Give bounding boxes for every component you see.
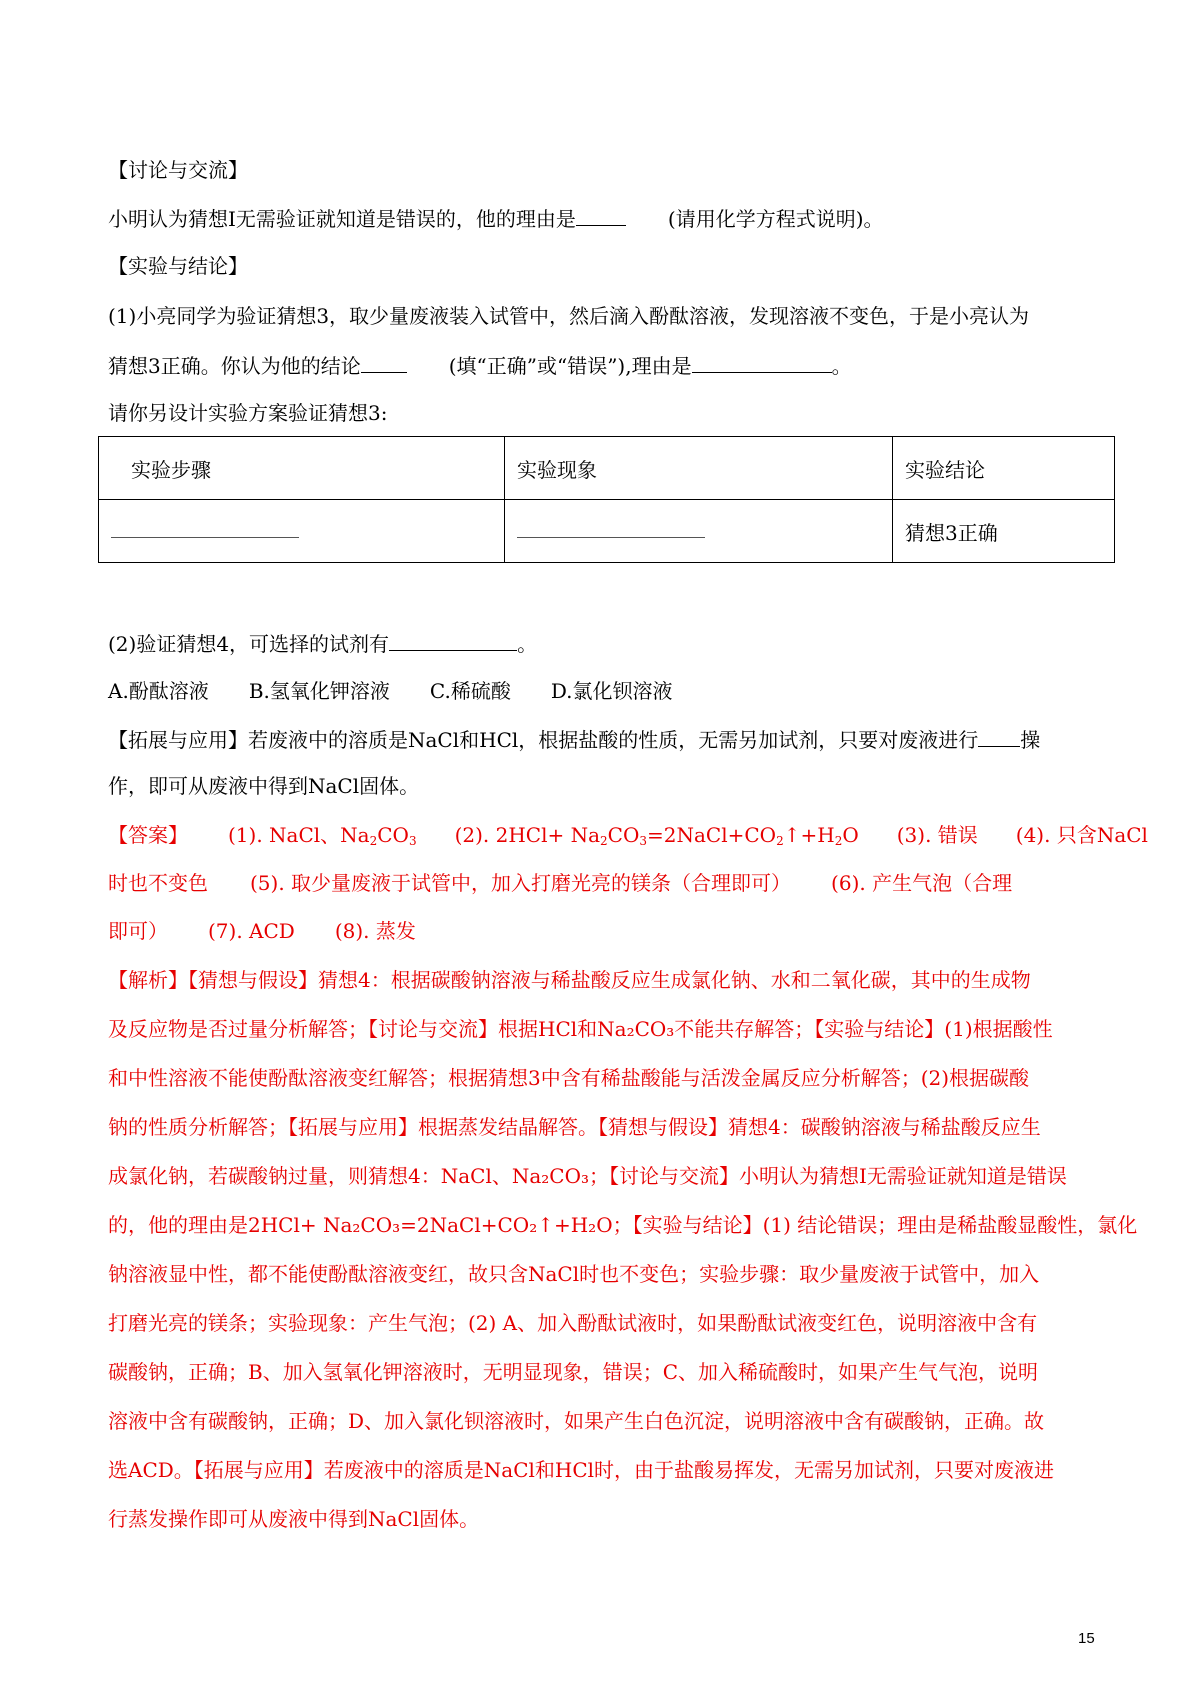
extension-text: 【拓展与应用】若废液中的溶质是NaCl和HCl，根据盐酸的性质，无需另加试剂，只要对废液进行 — [108, 728, 979, 752]
answer-label: 【答案】 — [108, 823, 188, 847]
header-conclusion: 实验结论 — [893, 437, 1115, 500]
answer-4-cont: 时也不变色 — [108, 871, 208, 895]
answer-blank[interactable] — [692, 354, 832, 373]
analysis-line: 及反应物是否过量分析解答；【讨论与交流】根据HCl和Na₂CO₃不能共存解答；【实验与结论】(1)根据酸性 — [108, 1017, 1053, 1041]
analysis-line: 溶液中含有碳酸钠，正确；D、加入氯化钡溶液时，如果产生白色沉淀，说明溶液中含有碳酸钠，正确。故 — [108, 1409, 1045, 1433]
subscript: 2 — [776, 834, 784, 848]
extension-line1 — [108, 728, 1098, 750]
answer-2-h: ↑+H — [783, 823, 835, 847]
analysis-line: 钠溶液显中性，都不能使酚酞溶液变红，故只含NaCl时也不变色；实验步骤：取少量废液于试管中，加入 — [108, 1262, 1040, 1286]
answer-line2 — [108, 873, 1098, 893]
conclusion-cell: 猜想3正确 — [893, 500, 1115, 563]
answer-line1 — [108, 823, 1148, 848]
answer-6-cont: 即可） — [108, 919, 168, 943]
experiment-heading: 【实验与结论】 — [108, 254, 248, 278]
answer-blank[interactable] — [389, 632, 517, 651]
question2-end: 。 — [517, 632, 538, 656]
subscript: 2 — [834, 834, 843, 848]
answer-blank[interactable] — [978, 728, 1020, 747]
analysis-line: 钠的性质分析解答；【拓展与应用】根据蒸发结晶解答。【猜想与假设】猜想4：碳酸钠溶液与稀盐酸反应生 — [108, 1115, 1041, 1139]
question2-options — [108, 681, 1098, 701]
design-line: 请你另设计实验方案验证猜想3: — [108, 401, 388, 425]
experiment-p1-end: 。 — [831, 354, 852, 378]
subscript: 2 — [600, 834, 608, 848]
experiment-p1-line1: (1)小亮同学为验证猜想3，取少量废液装入试管中，然后滴入酚酞溶液，发现溶液不变色，于是小亮认为 — [108, 304, 1030, 328]
phenomenon-cell[interactable] — [505, 500, 893, 563]
analysis-line: 行蒸发操作即可从废液中得到NaCl固体。 — [108, 1507, 480, 1531]
extension-line2: 作，即可从废液中得到NaCl固体。 — [108, 774, 420, 798]
subscript: 3 — [639, 834, 648, 848]
answer-blank[interactable] — [517, 521, 705, 538]
option-a: A.酚酞溶液 — [108, 679, 209, 703]
option-b: B.氢氧化钾溶液 — [248, 679, 390, 703]
analysis-line: 碳酸钠，正确；B、加入氢氧化钾溶液时，无明显现象，错误；C、加入稀硫酸时，如果产生气气泡，说明 — [108, 1360, 1038, 1384]
answer-8: (8). 蒸发 — [334, 919, 416, 943]
answer-blank[interactable] — [361, 354, 407, 373]
answer-2-nacl: =2NaCl+CO — [647, 823, 777, 847]
analysis-line: 的，他的理由是2HCl+ Na₂CO₃=2NaCl+CO₂↑+H₂O；【实验与结论】(1) 结论错误；理由是稀盐酸显酸性，氯化 — [108, 1213, 1138, 1237]
answer-6: (6). 产生气泡（合理 — [831, 871, 1013, 895]
analysis-line: 选ACD。【拓展与应用】若废液中的溶质是NaCl和HCl时，由于盐酸易挥发，无需另加试剂，只要对废液进 — [108, 1458, 1055, 1482]
answer-line3 — [108, 921, 1098, 941]
subscript: 2 — [369, 834, 378, 848]
answer-1: (1). NaCl、Na — [228, 823, 370, 847]
analysis-line: 【解析】【猜想与假设】猜想4：根据碳酸钠溶液与稀盐酸反应生成氯化钠、水和二氧化碳，其中的生成物 — [108, 968, 1031, 992]
option-c: C.稀硫酸 — [429, 679, 511, 703]
discussion-question — [108, 207, 1098, 229]
page-number: 15 — [1078, 1630, 1095, 1647]
table-row — [99, 500, 1115, 563]
answer-4: (4). 只含NaCl — [1015, 823, 1148, 847]
experiment-table — [98, 436, 1115, 563]
experiment-p1-text-a: 猜想3正确。你认为他的结论 — [108, 354, 361, 378]
header-phenomenon: 实验现象 — [505, 437, 893, 500]
answer-7: (7). ACD — [208, 919, 295, 943]
question2 — [108, 632, 1098, 654]
experiment-p1-text-b: (填“正确”或“错误”),理由是 — [448, 354, 692, 378]
table-header-row — [99, 437, 1115, 500]
analysis-line: 打磨光亮的镁条；实验现象：产生气泡；(2) A、加入酚酞试液时，如果酚酞试液变红色，说明溶液中含有 — [108, 1311, 1038, 1335]
answer-5: (5). 取少量废液于试管中，加入打磨光亮的镁条（合理即可） — [250, 871, 792, 895]
subscript: 3 — [408, 834, 417, 848]
option-d: D.氯化钡溶液 — [550, 679, 673, 703]
discussion-hint: (请用化学方程式说明)。 — [667, 207, 884, 231]
answer-2-co: CO — [607, 823, 640, 847]
answer-2-o: O — [842, 823, 859, 847]
answer-1-co: CO — [377, 823, 409, 847]
extension-op: 操 — [1020, 728, 1041, 752]
answer-3: (3). 错误 — [896, 823, 978, 847]
analysis-line: 成氯化钠，若碳酸钠过量，则猜想4：NaCl、Na₂CO₃；【讨论与交流】小明认为猜想Ⅰ无需验证就知道是错误 — [108, 1164, 1067, 1188]
answer-blank[interactable] — [111, 521, 299, 538]
analysis-line: 和中性溶液不能使酚酞溶液变红解答；根据猜想3中含有稀盐酸能与活泼金属反应分析解答；(2)根据碳酸 — [108, 1066, 1030, 1090]
discussion-heading: 【讨论与交流】 — [108, 158, 248, 182]
answer-blank[interactable] — [576, 207, 626, 226]
question2-text: (2)验证猜想4，可选择的试剂有 — [108, 632, 390, 656]
discussion-text: 小明认为猜想Ⅰ无需验证就知道是错误的，他的理由是 — [108, 207, 576, 231]
header-step: 实验步骤 — [99, 437, 505, 500]
step-cell[interactable] — [99, 500, 505, 563]
experiment-p1-line2 — [108, 354, 1098, 376]
answer-2: (2). 2HCl+ Na — [454, 823, 601, 847]
